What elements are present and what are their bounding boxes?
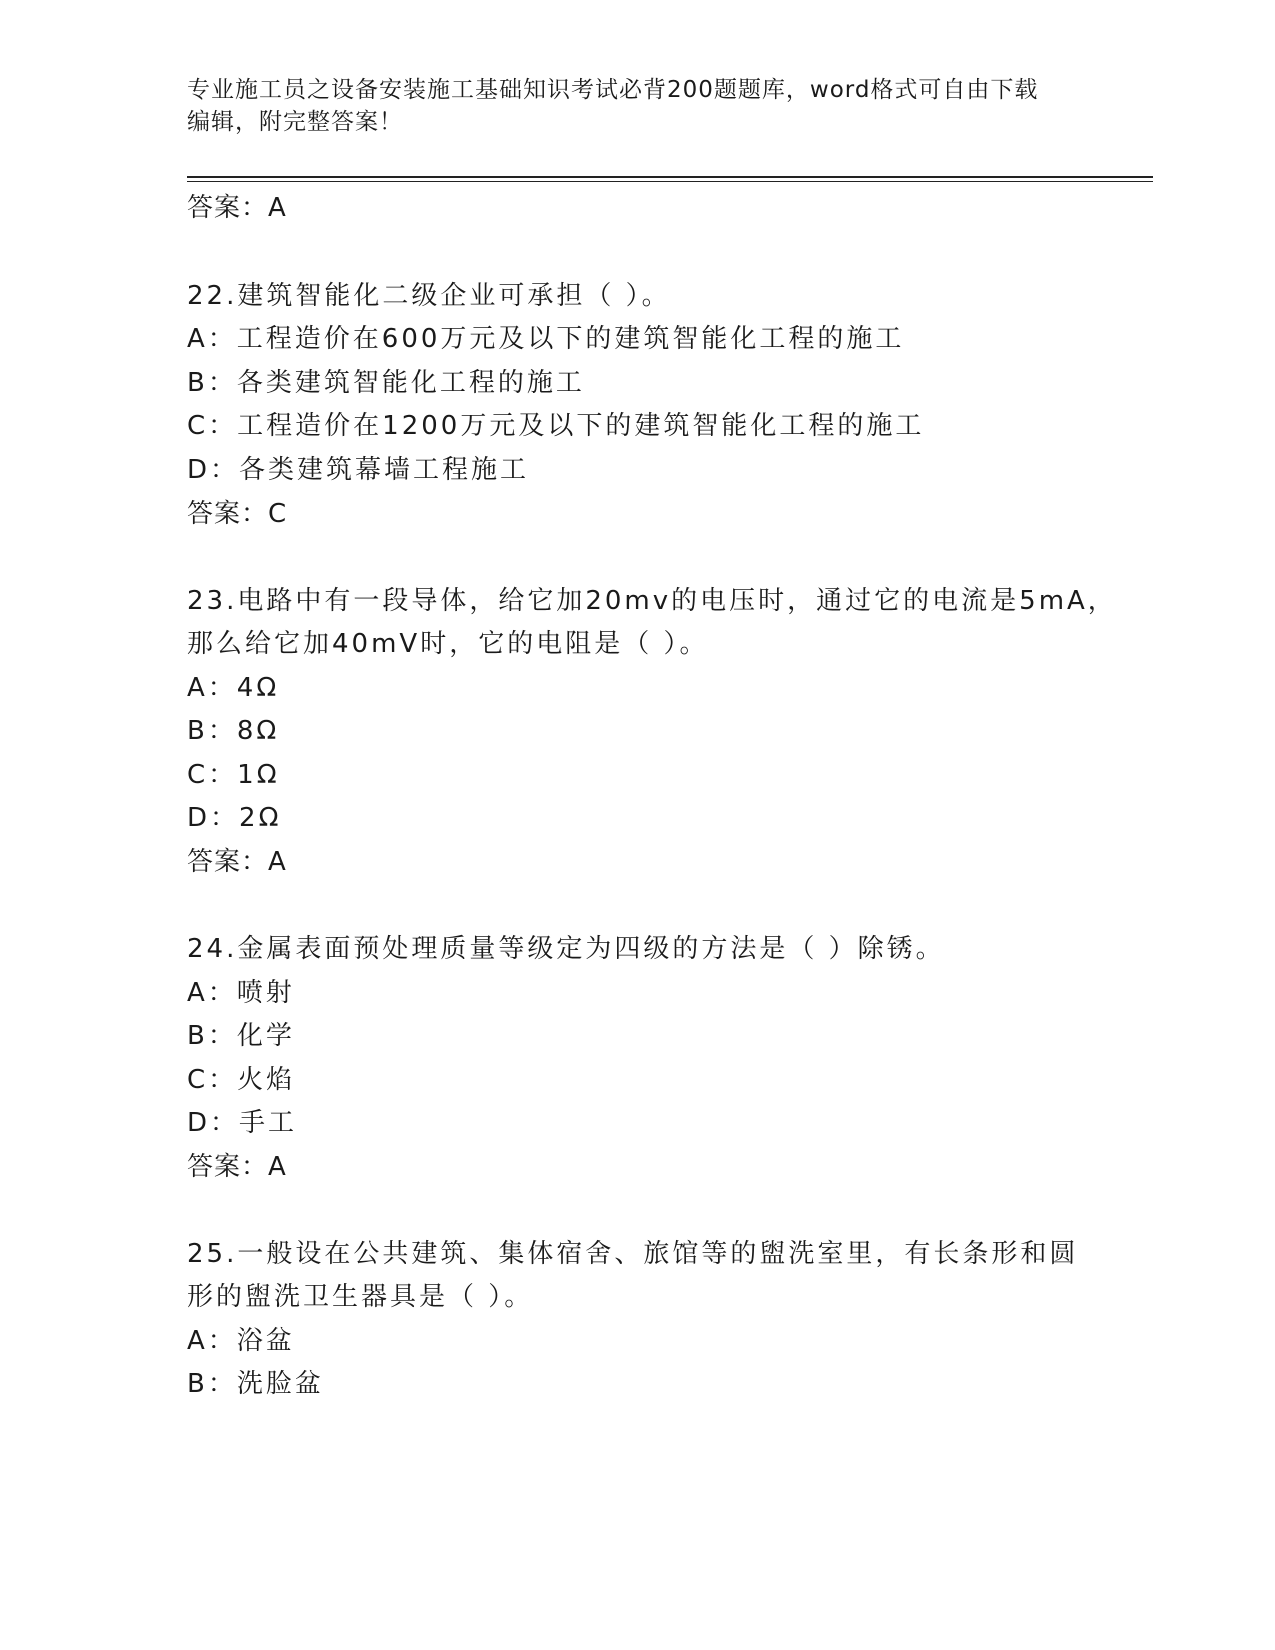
question-24-option-a: A：喷射 [187, 978, 295, 1008]
question-24-answer: 答案：A [187, 1152, 287, 1182]
question-23-answer: 答案：A [187, 847, 287, 877]
question-23-option-c: C：1Ω [187, 760, 280, 790]
document-header [187, 74, 1067, 138]
header-line-2: 编辑，附完整答案！ [187, 109, 403, 135]
question-23-option-a: A：4Ω [187, 673, 280, 703]
question-24-option-b: B：化学 [187, 1021, 295, 1051]
question-25-stem-line-1: 25.一般设在公共建筑、集体宿舍、旅馆等的盥洗室里，有长条形和圆 [187, 1239, 1079, 1269]
question-24-option-c: C：火焰 [187, 1065, 296, 1095]
question-25-stem-line-2: 形的盥洗卫生器具是（ ）。 [187, 1282, 534, 1312]
question-24-stem: 24.金属表面预处理质量等级定为四级的方法是（ ）除锈。 [187, 934, 945, 964]
question-22-option-b: B：各类建筑智能化工程的施工 [187, 368, 585, 398]
header-rule-thin [187, 181, 1153, 182]
question-22-stem: 22.建筑智能化二级企业可承担（ ）。 [187, 281, 671, 311]
question-25-option-a: A：浴盆 [187, 1326, 295, 1356]
header-line-1: 专业施工员之设备安装施工基础知识考试必背200题题库，word格式可自由下载 [187, 77, 1039, 103]
question-23-stem-line-2: 那么给它加40mV时，它的电阻是（ ）。 [187, 629, 709, 659]
question-22-option-d: D：各类建筑幕墙工程施工 [187, 455, 530, 485]
question-22-option-a: A：工程造价在600万元及以下的建筑智能化工程的施工 [187, 324, 905, 354]
question-22-option-c: C：工程造价在1200万元及以下的建筑智能化工程的施工 [187, 411, 925, 441]
question-23-stem-line-1: 23.电路中有一段导体，给它加20mv的电压时，通过它的电流是5mA， [187, 586, 1117, 616]
question-23-option-b: B：8Ω [187, 716, 280, 746]
question-23-option-d: D：2Ω [187, 803, 282, 833]
question-25-option-b: B：洗脸盆 [187, 1369, 324, 1399]
question-24-option-d: D：手工 [187, 1108, 298, 1138]
header-rule-thick [187, 176, 1153, 178]
previous-answer: 答案：A [187, 193, 287, 223]
question-22-answer: 答案：C [187, 499, 288, 529]
